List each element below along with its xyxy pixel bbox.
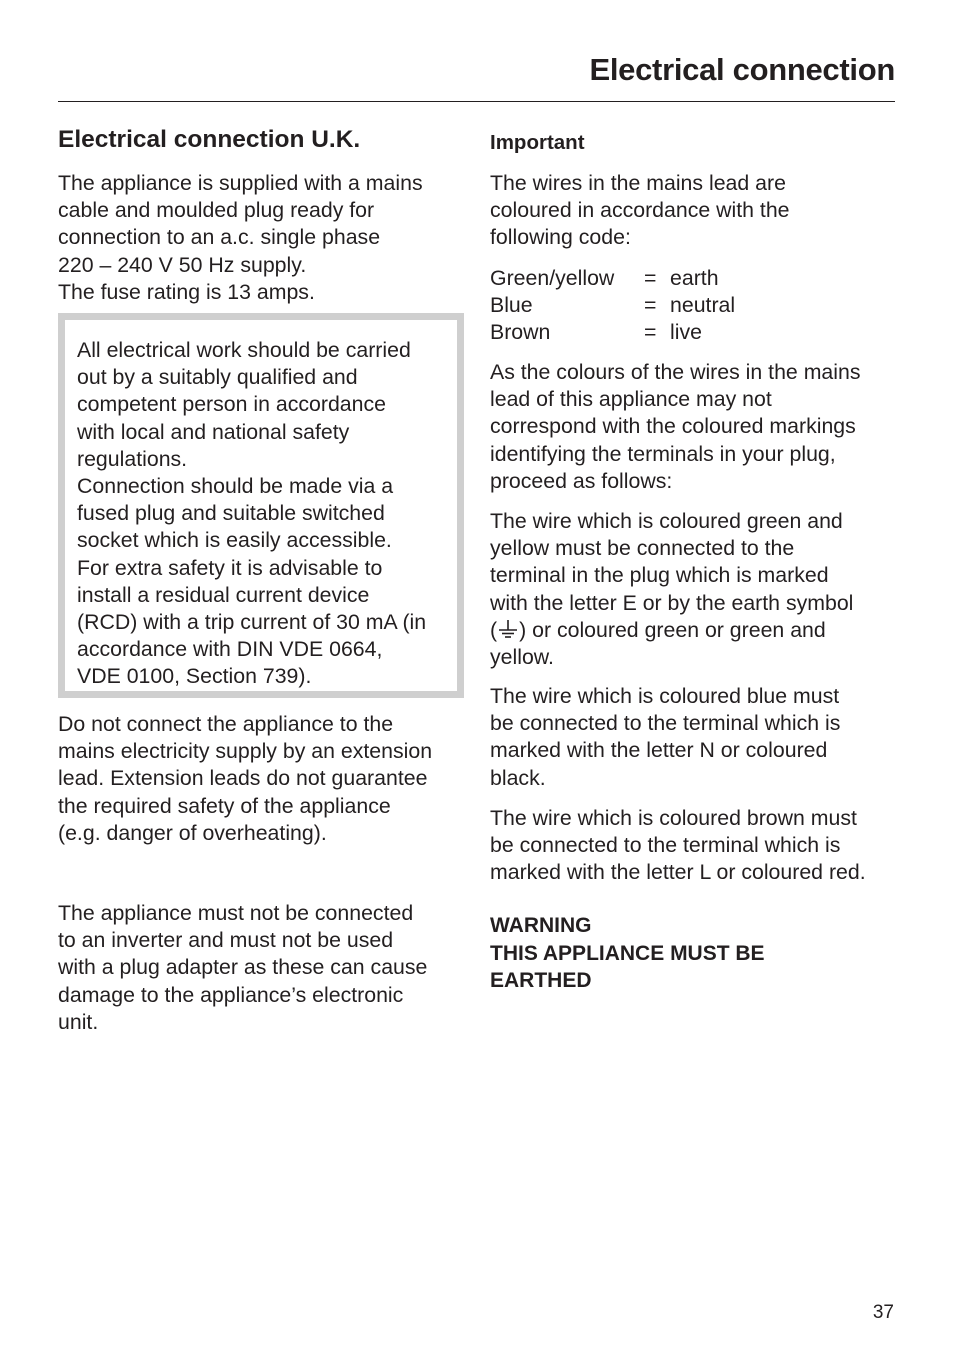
brown-paragraph: The wire which is coloured brown must be connected to the terminal which is marked with the letter L or coloured red. (490, 806, 866, 885)
safety-notice-box (58, 313, 464, 698)
code-row-earth: Green/yellow = earth (490, 266, 719, 290)
extension-lead-paragraph: Do not connect the appliance to the mains electricity supply by an extension lead. Extension leads do not guarantee the required safety of the appliance (e.g. danger of overheating). (58, 712, 433, 845)
code-row-neutral: Blue = neutral (490, 293, 736, 318)
wire-colour-code-table (490, 265, 890, 347)
colours-paragraph: As the colours of the wires in the mains lead of this appliance may not correspond with the coloured markings identifying the terminals in your plug, proceed as follows: (490, 360, 861, 493)
safety-notice-text: All electrical work should be carried out by a suitably qualified and competent person in accordance with local and national safety regulations. Connection should be made via a fused plug and suitable switched socket which is easily accessible. For extra safety it is advisable to install a residual current device (RCD) with a trip current of 30 mA (in accordance with DIN VDE 0664, VDE 0100, Section 739). (77, 338, 427, 689)
intro-paragraph: The appliance is supplied with a mains cable and moulded plug ready for connection to an a.c. single phase 220 – 240 V 50 Hz supply. The fuse rating is 13 amps. (58, 171, 423, 304)
important-label: Important (490, 131, 585, 154)
earthing-warning: WARNING THIS APPLIANCE MUST BE EARTHED (490, 914, 765, 992)
page-title: Electrical connection (589, 52, 895, 87)
blue-paragraph: The wire which is coloured blue must be connected to the terminal which is marked with the letter N or coloured black. (490, 684, 841, 790)
page-number: 37 (872, 1302, 894, 1323)
header-divider (58, 101, 895, 102)
section-heading: Electrical connection U.K. (58, 126, 361, 153)
wires-intro-paragraph: The wires in the mains lead are coloured in accordance with the following code: (490, 171, 790, 250)
code-row-live: Brown = live (490, 320, 702, 345)
earth-symbol-icon (497, 619, 519, 639)
inverter-paragraph: The appliance must not be connected to an inverter and must not be used with a plug adapter as these can cause damage to the appliance’s electronic unit. (58, 901, 428, 1034)
green-yellow-paragraph: The wire which is coloured green and yellow must be connected to the terminal in the plug which is marked with the letter E or by the earth symbol ( ) or coloured green or green and yellow. (490, 509, 854, 670)
